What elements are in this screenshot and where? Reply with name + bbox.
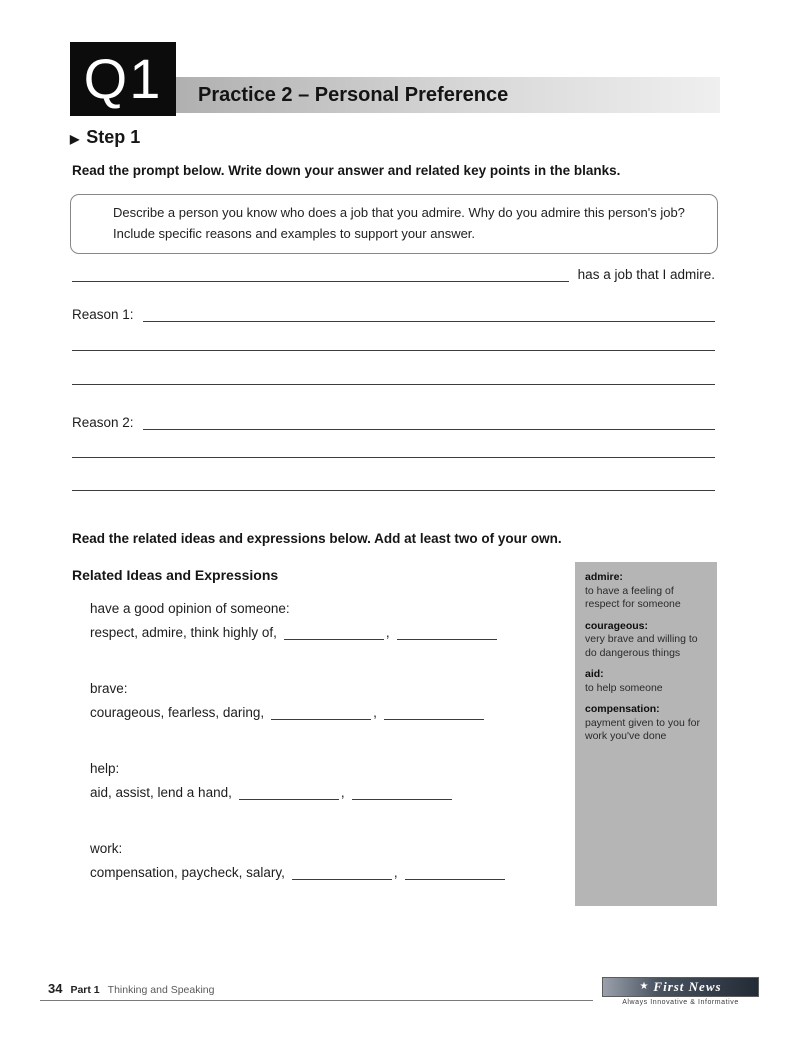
- word-blank-line: [384, 705, 484, 720]
- idea-term: work:: [90, 841, 123, 856]
- vocab-entry: [585, 571, 707, 612]
- part-title: Thinking and Speaking: [107, 984, 215, 996]
- idea-group: [90, 761, 562, 800]
- writing-line: [72, 384, 715, 385]
- idea-term: help:: [90, 761, 120, 776]
- word-blank-line: [397, 625, 497, 640]
- idea-words-row: [90, 625, 562, 640]
- word-blank-line: [292, 865, 392, 880]
- idea-term: have a good opinion of someone:: [90, 601, 290, 616]
- instruction-text: Read the related ideas and expressions below. Add at least two of your own.: [72, 531, 562, 546]
- blank-separator: ,: [373, 705, 377, 720]
- writing-line: [72, 350, 715, 351]
- publisher-logo: [602, 977, 759, 1006]
- idea-words-row: [90, 705, 562, 720]
- part-label: Part 1: [70, 984, 100, 996]
- title-bar: [176, 77, 720, 113]
- writing-line: [72, 490, 715, 491]
- instruction-text: Read the prompt below. Write down your answer and related key points in the blanks.: [72, 163, 621, 178]
- idea-group: [90, 841, 562, 880]
- answer-blank-line: [72, 264, 569, 282]
- prompt-box: [70, 194, 718, 254]
- triangle-bullet-icon: ▶: [70, 131, 80, 146]
- prompt-text: Describe a person you know who does a job that you admire. Why do you admire this person's job? Include specific reasons and examples to support your answer.: [113, 205, 685, 241]
- page-number: 34: [48, 981, 63, 996]
- footer: [48, 981, 214, 996]
- step-label: Step 1: [86, 127, 141, 147]
- star-icon: ★: [639, 981, 649, 992]
- vocab-term: aid:: [585, 668, 604, 681]
- reason2-row: [72, 412, 715, 430]
- word-blank-line: [239, 785, 339, 800]
- idea-words: respect, admire, think highly of,: [90, 625, 277, 640]
- vocab-entry: [585, 620, 707, 661]
- answer-suffix: has a job that I admire.: [577, 267, 715, 282]
- writing-line: [72, 457, 715, 458]
- blank-separator: ,: [393, 865, 398, 880]
- idea-words-row: [90, 865, 562, 880]
- vocab-definition: to have a feeling of respect for someone: [585, 584, 681, 611]
- vocab-entry: [585, 703, 707, 744]
- reason1-row: [72, 304, 715, 322]
- related-ideas-heading: Related Ideas and Expressions: [72, 567, 279, 583]
- idea-words: aid, assist, lend a hand,: [90, 785, 232, 800]
- blank-separator: ,: [385, 625, 390, 640]
- page-title: Practice 2 – Personal Preference: [198, 83, 509, 106]
- idea-term: brave:: [90, 681, 128, 696]
- word-blank-line: [352, 785, 452, 800]
- word-blank-line: [271, 705, 371, 720]
- step-heading: [70, 127, 140, 148]
- idea-group: [90, 601, 562, 640]
- logo-name: First News: [653, 979, 722, 994]
- reason2-label: Reason 2:: [72, 415, 134, 430]
- logo-tagline: Always Innovative & Informative: [622, 999, 739, 1006]
- question-number-badge: Q1: [70, 42, 176, 116]
- logo-bar: [602, 977, 759, 997]
- idea-group: [90, 681, 562, 720]
- footer-rule: [40, 1000, 593, 1001]
- idea-words: courageous, fearless, daring,: [90, 705, 265, 720]
- answer-row: [72, 264, 715, 282]
- word-blank-line: [405, 865, 505, 880]
- idea-words-row: [90, 785, 562, 800]
- word-blank-line: [284, 625, 384, 640]
- vocab-entry: [585, 668, 707, 695]
- blank-separator: ,: [340, 785, 345, 800]
- vocab-term: compensation:: [585, 703, 660, 716]
- reason1-label: Reason 1:: [72, 307, 134, 322]
- vocabulary-sidebar: [575, 562, 717, 906]
- vocab-definition: payment given to you for work you've done: [585, 716, 700, 743]
- vocab-definition: to help someone: [585, 681, 663, 694]
- reason1-blank-line: [143, 304, 715, 322]
- reason2-blank-line: [143, 412, 715, 430]
- vocab-term: admire:: [585, 571, 623, 583]
- vocab-term: courageous:: [585, 619, 649, 632]
- idea-words: compensation, paycheck, salary,: [90, 865, 285, 880]
- vocab-definition: very brave and willing to do dangerous things: [585, 633, 698, 659]
